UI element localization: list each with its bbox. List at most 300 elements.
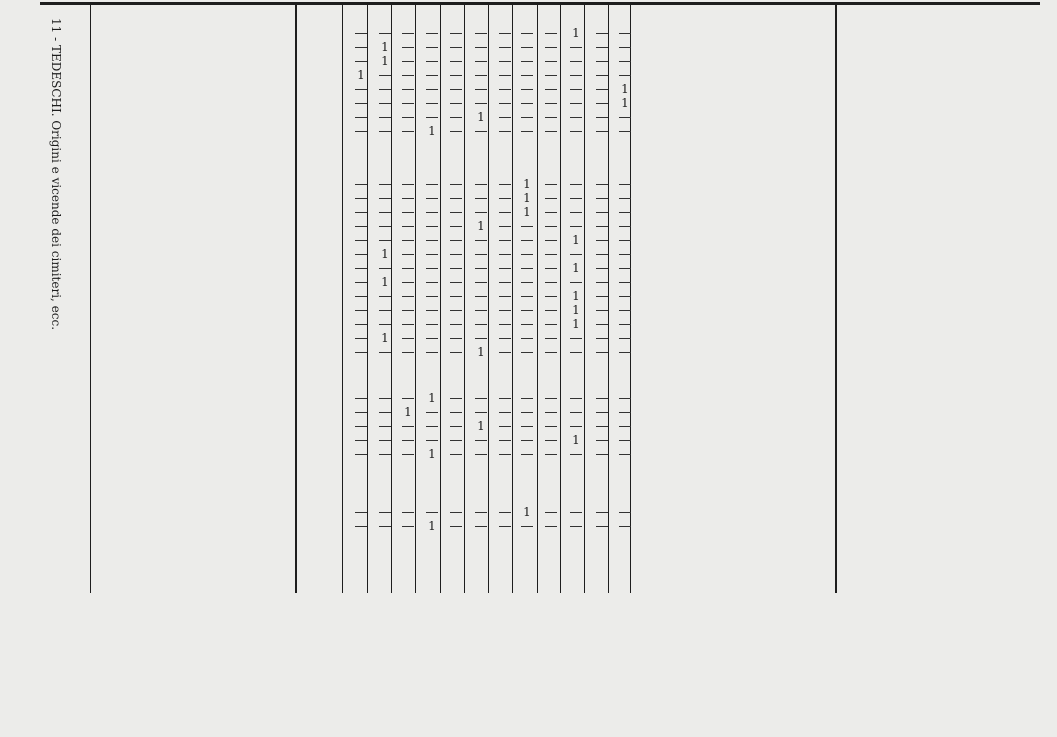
entry-dash [619, 412, 631, 413]
entry-dash [379, 33, 391, 34]
entry-dash [521, 103, 533, 104]
entry-dash [355, 117, 367, 118]
rule-line [488, 5, 489, 593]
entry-dash [545, 398, 557, 399]
entry-dash [426, 412, 438, 413]
entry-dash [521, 240, 533, 241]
entry-dash [521, 338, 533, 339]
entry-dash [570, 198, 582, 199]
entry-dash [426, 512, 438, 513]
entry-dash [619, 526, 631, 527]
entry-dash [570, 103, 582, 104]
entry-dash [619, 454, 631, 455]
entry-dash [426, 117, 438, 118]
entry-dash [475, 212, 487, 213]
entry-dash [596, 526, 608, 527]
entry-dash [450, 184, 462, 185]
entry-dash [475, 103, 487, 104]
entry-dash [402, 254, 414, 255]
entry-dash [355, 352, 367, 353]
entry-dash [619, 240, 631, 241]
entry-dash [475, 75, 487, 76]
entry-mark: 1 [477, 219, 485, 233]
entry-dash [499, 324, 511, 325]
entry-dash [570, 454, 582, 455]
entry-dash [619, 254, 631, 255]
entry-dash [379, 426, 391, 427]
entry-dash [545, 512, 557, 513]
entry-dash [499, 240, 511, 241]
entry-dash [450, 512, 462, 513]
entry-mark: 1 [477, 345, 485, 359]
entry-dash [545, 268, 557, 269]
entry-dash [499, 338, 511, 339]
entry-dash [521, 426, 533, 427]
entry-dash [521, 282, 533, 283]
entry-dash [450, 426, 462, 427]
entry-dash [355, 398, 367, 399]
entry-mark: 1 [523, 191, 531, 205]
entry-dash [619, 268, 631, 269]
entry-mark: 1 [621, 96, 629, 110]
entry-mark: 1 [381, 331, 389, 345]
entry-dash [450, 526, 462, 527]
entry-dash [379, 412, 391, 413]
entry-dash [521, 324, 533, 325]
entry-dash [596, 296, 608, 297]
entry-mark: 1 [404, 405, 412, 419]
entry-dash [596, 254, 608, 255]
entry-dash [402, 117, 414, 118]
entry-dash [402, 33, 414, 34]
entry-dash [545, 526, 557, 527]
entry-dash [619, 33, 631, 34]
entry-dash [450, 198, 462, 199]
rule-line [537, 5, 538, 593]
entry-dash [545, 117, 557, 118]
entry-dash [596, 398, 608, 399]
entry-dash [619, 440, 631, 441]
entry-dash [499, 310, 511, 311]
entry-dash [596, 240, 608, 241]
entry-dash [545, 89, 557, 90]
entry-mark: 1 [523, 177, 531, 191]
entry-dash [545, 454, 557, 455]
rule-line [391, 5, 392, 593]
entry-dash [521, 117, 533, 118]
entry-dash [402, 103, 414, 104]
entry-dash [355, 454, 367, 455]
entry-dash [619, 184, 631, 185]
entry-dash [596, 426, 608, 427]
entry-dash [570, 282, 582, 283]
entry-dash [475, 47, 487, 48]
entry-dash [570, 398, 582, 399]
entry-dash [619, 310, 631, 311]
entry-dash [475, 268, 487, 269]
entry-dash [355, 296, 367, 297]
entry-dash [426, 61, 438, 62]
entry-dash [596, 117, 608, 118]
entry-mark: 1 [428, 447, 436, 461]
entry-mark: 1 [572, 26, 580, 40]
entry-dash [475, 61, 487, 62]
entry-mark: 1 [572, 303, 580, 317]
entry-dash [619, 282, 631, 283]
entry-dash [521, 33, 533, 34]
entry-dash [499, 296, 511, 297]
entry-dash [475, 282, 487, 283]
entry-dash [402, 47, 414, 48]
entry-dash [545, 310, 557, 311]
entry-dash [596, 268, 608, 269]
entry-dash [596, 198, 608, 199]
entry-dash [355, 33, 367, 34]
entry-dash [402, 324, 414, 325]
entry-dash [570, 61, 582, 62]
entry-dash [545, 131, 557, 132]
entry-dash [570, 47, 582, 48]
entry-dash [379, 268, 391, 269]
entry-dash [499, 454, 511, 455]
entry-mark: 1 [381, 40, 389, 54]
entry-dash [450, 412, 462, 413]
entry-mark: 1 [523, 205, 531, 219]
entry-dash [450, 89, 462, 90]
entry-dash [426, 352, 438, 353]
entry-dash [450, 226, 462, 227]
entry-dash [596, 338, 608, 339]
entry-dash [355, 103, 367, 104]
entry-dash [475, 33, 487, 34]
entry-dash [426, 310, 438, 311]
entry-dash [379, 226, 391, 227]
entry-dash [379, 103, 391, 104]
entry-dash [402, 212, 414, 213]
entry-dash [379, 512, 391, 513]
entry-dash [426, 296, 438, 297]
rule-line [90, 5, 91, 593]
entry-dash [402, 440, 414, 441]
entry-dash [545, 61, 557, 62]
entry-mark: 1 [381, 54, 389, 68]
entry-dash [619, 226, 631, 227]
entry-dash [450, 324, 462, 325]
entry-dash [499, 412, 511, 413]
entry-dash [355, 89, 367, 90]
entry-dash [379, 352, 391, 353]
entry-dash [570, 131, 582, 132]
entry-dash [596, 33, 608, 34]
rule-line [608, 5, 609, 593]
entry-dash [596, 61, 608, 62]
entry-dash [426, 268, 438, 269]
entry-dash [596, 47, 608, 48]
entry-dash [475, 131, 487, 132]
entry-dash [499, 117, 511, 118]
entry-dash [596, 324, 608, 325]
entry-dash [450, 254, 462, 255]
entry-dash [596, 212, 608, 213]
entry-dash [545, 324, 557, 325]
entry-dash [521, 454, 533, 455]
entry-dash [450, 103, 462, 104]
entry-dash [379, 184, 391, 185]
entry-dash [355, 412, 367, 413]
entry-dash [596, 282, 608, 283]
entry-dash [619, 352, 631, 353]
entry-mark: 1 [428, 519, 436, 533]
entry-dash [379, 117, 391, 118]
entry-dash [499, 282, 511, 283]
entry-dash [402, 338, 414, 339]
entry-dash [619, 131, 631, 132]
entry-dash [499, 512, 511, 513]
entry-dash [596, 310, 608, 311]
entry-dash [545, 198, 557, 199]
entry-dash [379, 212, 391, 213]
entry-dash [379, 131, 391, 132]
entry-mark: 1 [381, 247, 389, 261]
entry-mark: 1 [381, 275, 389, 289]
entry-dash [402, 526, 414, 527]
entry-dash [475, 240, 487, 241]
entry-dash [450, 61, 462, 62]
entry-dash [402, 296, 414, 297]
entry-dash [426, 198, 438, 199]
entry-dash [379, 526, 391, 527]
entry-dash [499, 268, 511, 269]
entry-dash [475, 512, 487, 513]
entry-mark: 1 [572, 233, 580, 247]
entry-dash [402, 131, 414, 132]
entry-dash [619, 198, 631, 199]
entry-mark: 1 [477, 419, 485, 433]
entry-dash [619, 47, 631, 48]
entry-dash [545, 338, 557, 339]
entry-dash [570, 338, 582, 339]
entry-dash [619, 61, 631, 62]
entry-mark: 1 [428, 391, 436, 405]
entry-dash [450, 240, 462, 241]
entry-dash [379, 454, 391, 455]
entry-dash [426, 184, 438, 185]
rule-line [40, 2, 1040, 5]
entry-dash [475, 526, 487, 527]
entry-dash [499, 131, 511, 132]
entry-dash [355, 310, 367, 311]
rule-line [295, 5, 297, 593]
entry-dash [475, 338, 487, 339]
entry-mark: 1 [572, 289, 580, 303]
entry-dash [355, 526, 367, 527]
entry-dash [570, 89, 582, 90]
entry-dash [499, 103, 511, 104]
entry-mark: 1 [621, 82, 629, 96]
rule-line [415, 5, 416, 593]
entry-dash [545, 254, 557, 255]
entry-dash [450, 454, 462, 455]
entry-dash [596, 75, 608, 76]
entry-dash [355, 282, 367, 283]
rule-line [835, 5, 837, 593]
entry-dash [355, 184, 367, 185]
entry-dash [402, 310, 414, 311]
entry-dash [596, 131, 608, 132]
entry-dash [545, 226, 557, 227]
entry-dash [545, 282, 557, 283]
entry-dash [619, 426, 631, 427]
entry-dash [499, 440, 511, 441]
entry-dash [499, 184, 511, 185]
entry-dash [499, 212, 511, 213]
entry-mark: 1 [428, 124, 436, 138]
entry-dash [545, 412, 557, 413]
entry-dash [570, 184, 582, 185]
rule-line [464, 5, 465, 593]
entry-dash [355, 324, 367, 325]
entry-dash [596, 454, 608, 455]
entry-dash [570, 254, 582, 255]
entry-dash [450, 75, 462, 76]
entry-dash [355, 338, 367, 339]
entry-dash [426, 338, 438, 339]
entry-dash [355, 47, 367, 48]
entry-dash [521, 310, 533, 311]
entry-dash [596, 226, 608, 227]
entry-dash [450, 282, 462, 283]
entry-dash [475, 324, 487, 325]
entry-dash [521, 352, 533, 353]
entry-dash [379, 89, 391, 90]
entry-dash [545, 212, 557, 213]
entry-dash [521, 89, 533, 90]
entry-dash [521, 440, 533, 441]
entry-dash [402, 198, 414, 199]
entry-dash [475, 254, 487, 255]
entry-dash [499, 226, 511, 227]
entry-dash [426, 89, 438, 90]
entry-dash [379, 296, 391, 297]
entry-dash [499, 398, 511, 399]
entry-dash [355, 131, 367, 132]
entry-dash [499, 426, 511, 427]
entry-dash [521, 226, 533, 227]
entry-dash [426, 33, 438, 34]
entry-dash [355, 268, 367, 269]
entry-dash [619, 75, 631, 76]
entry-dash [521, 398, 533, 399]
entry-dash [545, 47, 557, 48]
entry-dash [426, 226, 438, 227]
entry-dash [521, 61, 533, 62]
rule-line [630, 5, 631, 593]
entry-dash [545, 103, 557, 104]
entry-dash [450, 310, 462, 311]
entry-dash [570, 426, 582, 427]
entry-mark: 1 [357, 68, 365, 82]
entry-dash [402, 61, 414, 62]
entry-dash [355, 426, 367, 427]
entry-dash [596, 103, 608, 104]
entry-dash [450, 338, 462, 339]
entry-dash [379, 198, 391, 199]
entry-dash [379, 75, 391, 76]
entry-dash [596, 512, 608, 513]
rule-line [584, 5, 585, 593]
entry-dash [379, 398, 391, 399]
entry-dash [521, 526, 533, 527]
entry-dash [570, 117, 582, 118]
entry-dash [426, 212, 438, 213]
entry-dash [475, 296, 487, 297]
entry-dash [570, 75, 582, 76]
entry-dash [619, 398, 631, 399]
entry-dash [570, 352, 582, 353]
entry-dash [402, 268, 414, 269]
entry-dash [499, 526, 511, 527]
entry-dash [619, 512, 631, 513]
entry-dash [379, 240, 391, 241]
entry-dash [521, 131, 533, 132]
entry-dash [596, 412, 608, 413]
entry-dash [499, 198, 511, 199]
entry-dash [596, 89, 608, 90]
entry-dash [426, 282, 438, 283]
entry-dash [619, 324, 631, 325]
entry-dash [570, 526, 582, 527]
entry-mark: 1 [477, 110, 485, 124]
entry-dash [475, 89, 487, 90]
entry-dash [379, 440, 391, 441]
entry-dash [450, 212, 462, 213]
entry-dash [450, 352, 462, 353]
entry-dash [475, 412, 487, 413]
entry-dash [402, 398, 414, 399]
entry-dash [619, 117, 631, 118]
entry-dash [426, 47, 438, 48]
entry-dash [499, 33, 511, 34]
entry-dash [355, 226, 367, 227]
entry-dash [521, 47, 533, 48]
entry-dash [545, 184, 557, 185]
entry-mark: 1 [572, 317, 580, 331]
entry-dash [355, 212, 367, 213]
entry-dash [475, 184, 487, 185]
entry-dash [545, 440, 557, 441]
entry-dash [402, 426, 414, 427]
entry-dash [355, 512, 367, 513]
entry-dash [475, 198, 487, 199]
entry-dash [499, 75, 511, 76]
entry-dash [450, 440, 462, 441]
entry-mark: 1 [572, 261, 580, 275]
entry-dash [355, 440, 367, 441]
entry-dash [450, 47, 462, 48]
entry-dash [402, 75, 414, 76]
entry-dash [545, 240, 557, 241]
entry-dash [596, 352, 608, 353]
entry-dash [426, 240, 438, 241]
entry-dash [402, 282, 414, 283]
entry-dash [402, 226, 414, 227]
rule-line [440, 5, 441, 593]
entry-dash [426, 254, 438, 255]
entry-dash [475, 398, 487, 399]
entry-dash [521, 296, 533, 297]
entry-dash [450, 296, 462, 297]
entry-dash [426, 440, 438, 441]
